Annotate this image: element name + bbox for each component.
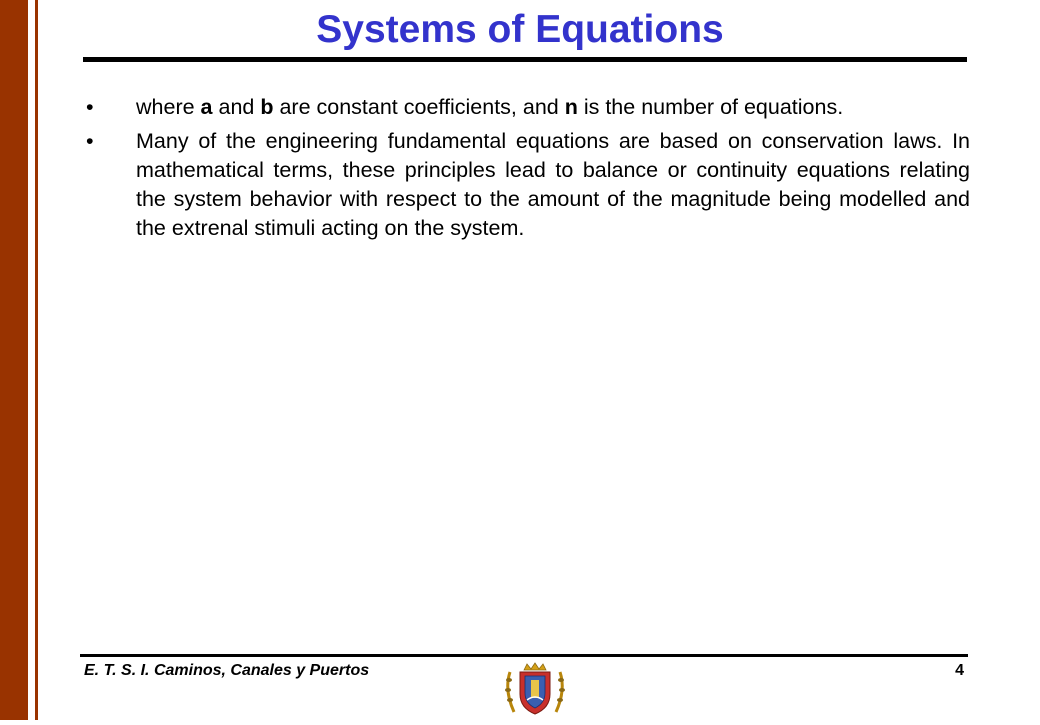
bullet-marker: • <box>86 129 94 153</box>
page-number: 4 <box>955 662 964 679</box>
bullet-text-bold: a <box>200 95 213 119</box>
bullet-text-2: Many of the engineering fundamental equations are based on conservation laws. In mathematical terms, these principles lead to balance or continuity equations relating the system behavior with respect to the amount of the magnitude being modelled and the extrenal stimuli acting on the system. <box>136 129 970 240</box>
bullet-list <box>84 93 970 248</box>
slide-title: Systems of Equations <box>316 8 724 51</box>
bullet-text-part: are constant coefficients, and <box>273 95 565 119</box>
bullet-text-bold: n <box>564 95 578 119</box>
bullet-text-bold: b <box>260 95 274 119</box>
bullet-text-part: where <box>136 95 201 119</box>
footer-institution: E. T. S. I. Caminos, Canales y Puertos <box>84 662 370 679</box>
bullet-item-1 <box>84 93 970 122</box>
bullet-marker: • <box>86 95 94 119</box>
left-sidebar-line <box>35 0 38 720</box>
school-crest-icon <box>500 660 570 720</box>
left-sidebar-bar <box>0 0 28 720</box>
footer-rule <box>80 654 968 657</box>
bullet-text-1 <box>136 95 843 119</box>
bullet-text-part: is the number of equations. <box>577 95 844 119</box>
bullet-item-2 <box>84 127 970 243</box>
title-underline <box>83 57 967 62</box>
bullet-text-part: and <box>212 95 261 119</box>
